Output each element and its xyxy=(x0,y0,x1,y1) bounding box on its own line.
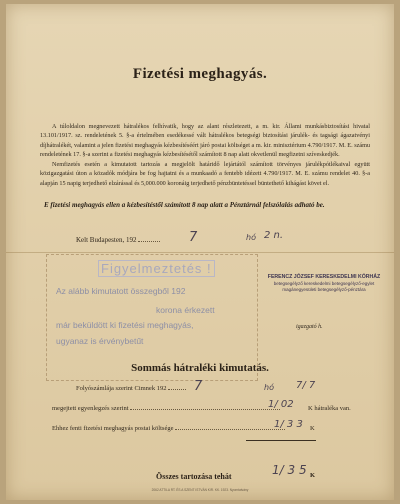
handwritten-postage: 1/ 3 3 xyxy=(274,419,303,430)
paragraph-notice: A túloldalon megnevezett hátralékos felhívatik, hogy az alant részletezett, a m. kir. Állami munkásbiztosítási hivatal 13.101/1917. sz. rendeletének 5. §-a értelmében esedékessé vált hátralékos betegségi biztosítási járulék- és tagsági ágazatvényi díjhátralékét, valamint a jelen fizetési meghagyás kézbesítéséért járó postai költséget a m. kir. minisztérium 4.790/1917. M. E. számu rendeletének 17. §-a szerint a fizetési meghagyás kézbesítésétől számított 8 nap alatt okvetlenül megfizetni szíveskedjék. xyxy=(40,123,370,159)
summary-title: Sommás hátraléki kimutatás. xyxy=(131,362,269,374)
stamp-line-3: már beküldött ki fizetési meghagyás, xyxy=(56,320,194,330)
stamp-heading: Figyelmeztetés ! xyxy=(98,260,215,277)
stamp-line-2: korona érkezett xyxy=(156,305,215,315)
dotted-fill xyxy=(168,388,186,390)
stamp-line-4: ugyanaz is érvénybetűt xyxy=(56,336,144,346)
postage-label: Ehhez fenti fizetési meghagyás postai költsége xyxy=(52,425,174,432)
handwritten-day: 2 n. xyxy=(264,230,284,241)
document-title: Fizetési meghagyás. xyxy=(132,66,268,82)
institution-stamp xyxy=(259,274,389,294)
date-line xyxy=(76,236,160,244)
document-sheet xyxy=(6,4,394,500)
fold-line xyxy=(6,252,394,253)
total-currency: K xyxy=(310,472,316,479)
paragraph-penalty: Nemfizetés esetén a kimutatott tartozás a megjelölt határidő lejártától számított törvényes járulékpótlékaival együtt közigazgatási úton a közadók módjára be fog hajtatni és a munkaadó a fentebb idézett 4.790/1917. M. E. számu rendelet 40. §-a alapján 15 napig terjedhető elzárással és 5,000.000 koronáig terjedhető pénzbüntetéssel büntethető kihágást követ el. xyxy=(40,161,370,187)
date-label: Kelt Budapesten, 192 xyxy=(76,236,137,244)
handwritten-total: 1/ 3 5 xyxy=(272,463,307,477)
summary-row-postage xyxy=(52,425,285,432)
dotted-fill xyxy=(138,240,160,242)
sum-rule xyxy=(246,440,316,441)
handwritten-month: hó xyxy=(264,383,274,392)
handwritten-month: hó xyxy=(246,233,256,242)
institution-sub-2: magánegyesületi betegsegélyző-pénztára xyxy=(282,287,366,292)
dotted-fill xyxy=(130,408,280,410)
stamp-line-1: Az alább kimutatott összegből 192 xyxy=(56,286,186,296)
balance-label: megejtett egyenlegzés szerint xyxy=(52,405,129,412)
balance-currency: K hátraléka van. xyxy=(308,405,351,412)
institution-sub-1: betegsegélyző kereskedelmi betegsegélyző-egylet xyxy=(273,280,375,286)
director-label: igazgató h. xyxy=(296,324,323,330)
printer-footer: 2062 ATTILA RT. ÉS A SZENT ISTVÁN KIR. KK. 1923. Nyomtatvány xyxy=(151,488,249,492)
handwritten-day: 7/ 7 xyxy=(296,380,316,391)
dotted-fill xyxy=(175,428,285,430)
handwritten-year: 7 xyxy=(194,379,203,394)
postage-currency: K xyxy=(310,425,315,432)
paragraph-appeal: E fizetési meghagyás ellen a kézbesítéstől számított 8 nap alatt a Pénztárnál felszólalás adható be. xyxy=(44,201,325,209)
total-label: Összes tartozása tehát xyxy=(156,472,232,481)
handwritten-year: 7 xyxy=(189,230,198,245)
summary-row-account xyxy=(76,385,186,392)
account-label: Folyószámlája szerint Cimnek 192 xyxy=(76,385,167,392)
summary-row-balance xyxy=(52,405,280,412)
handwritten-amount: 1/ 02 xyxy=(268,399,294,410)
institution-name: FERENCZ JÓZSEF KERESKEDELMI KÓRHÁZ xyxy=(267,274,381,280)
